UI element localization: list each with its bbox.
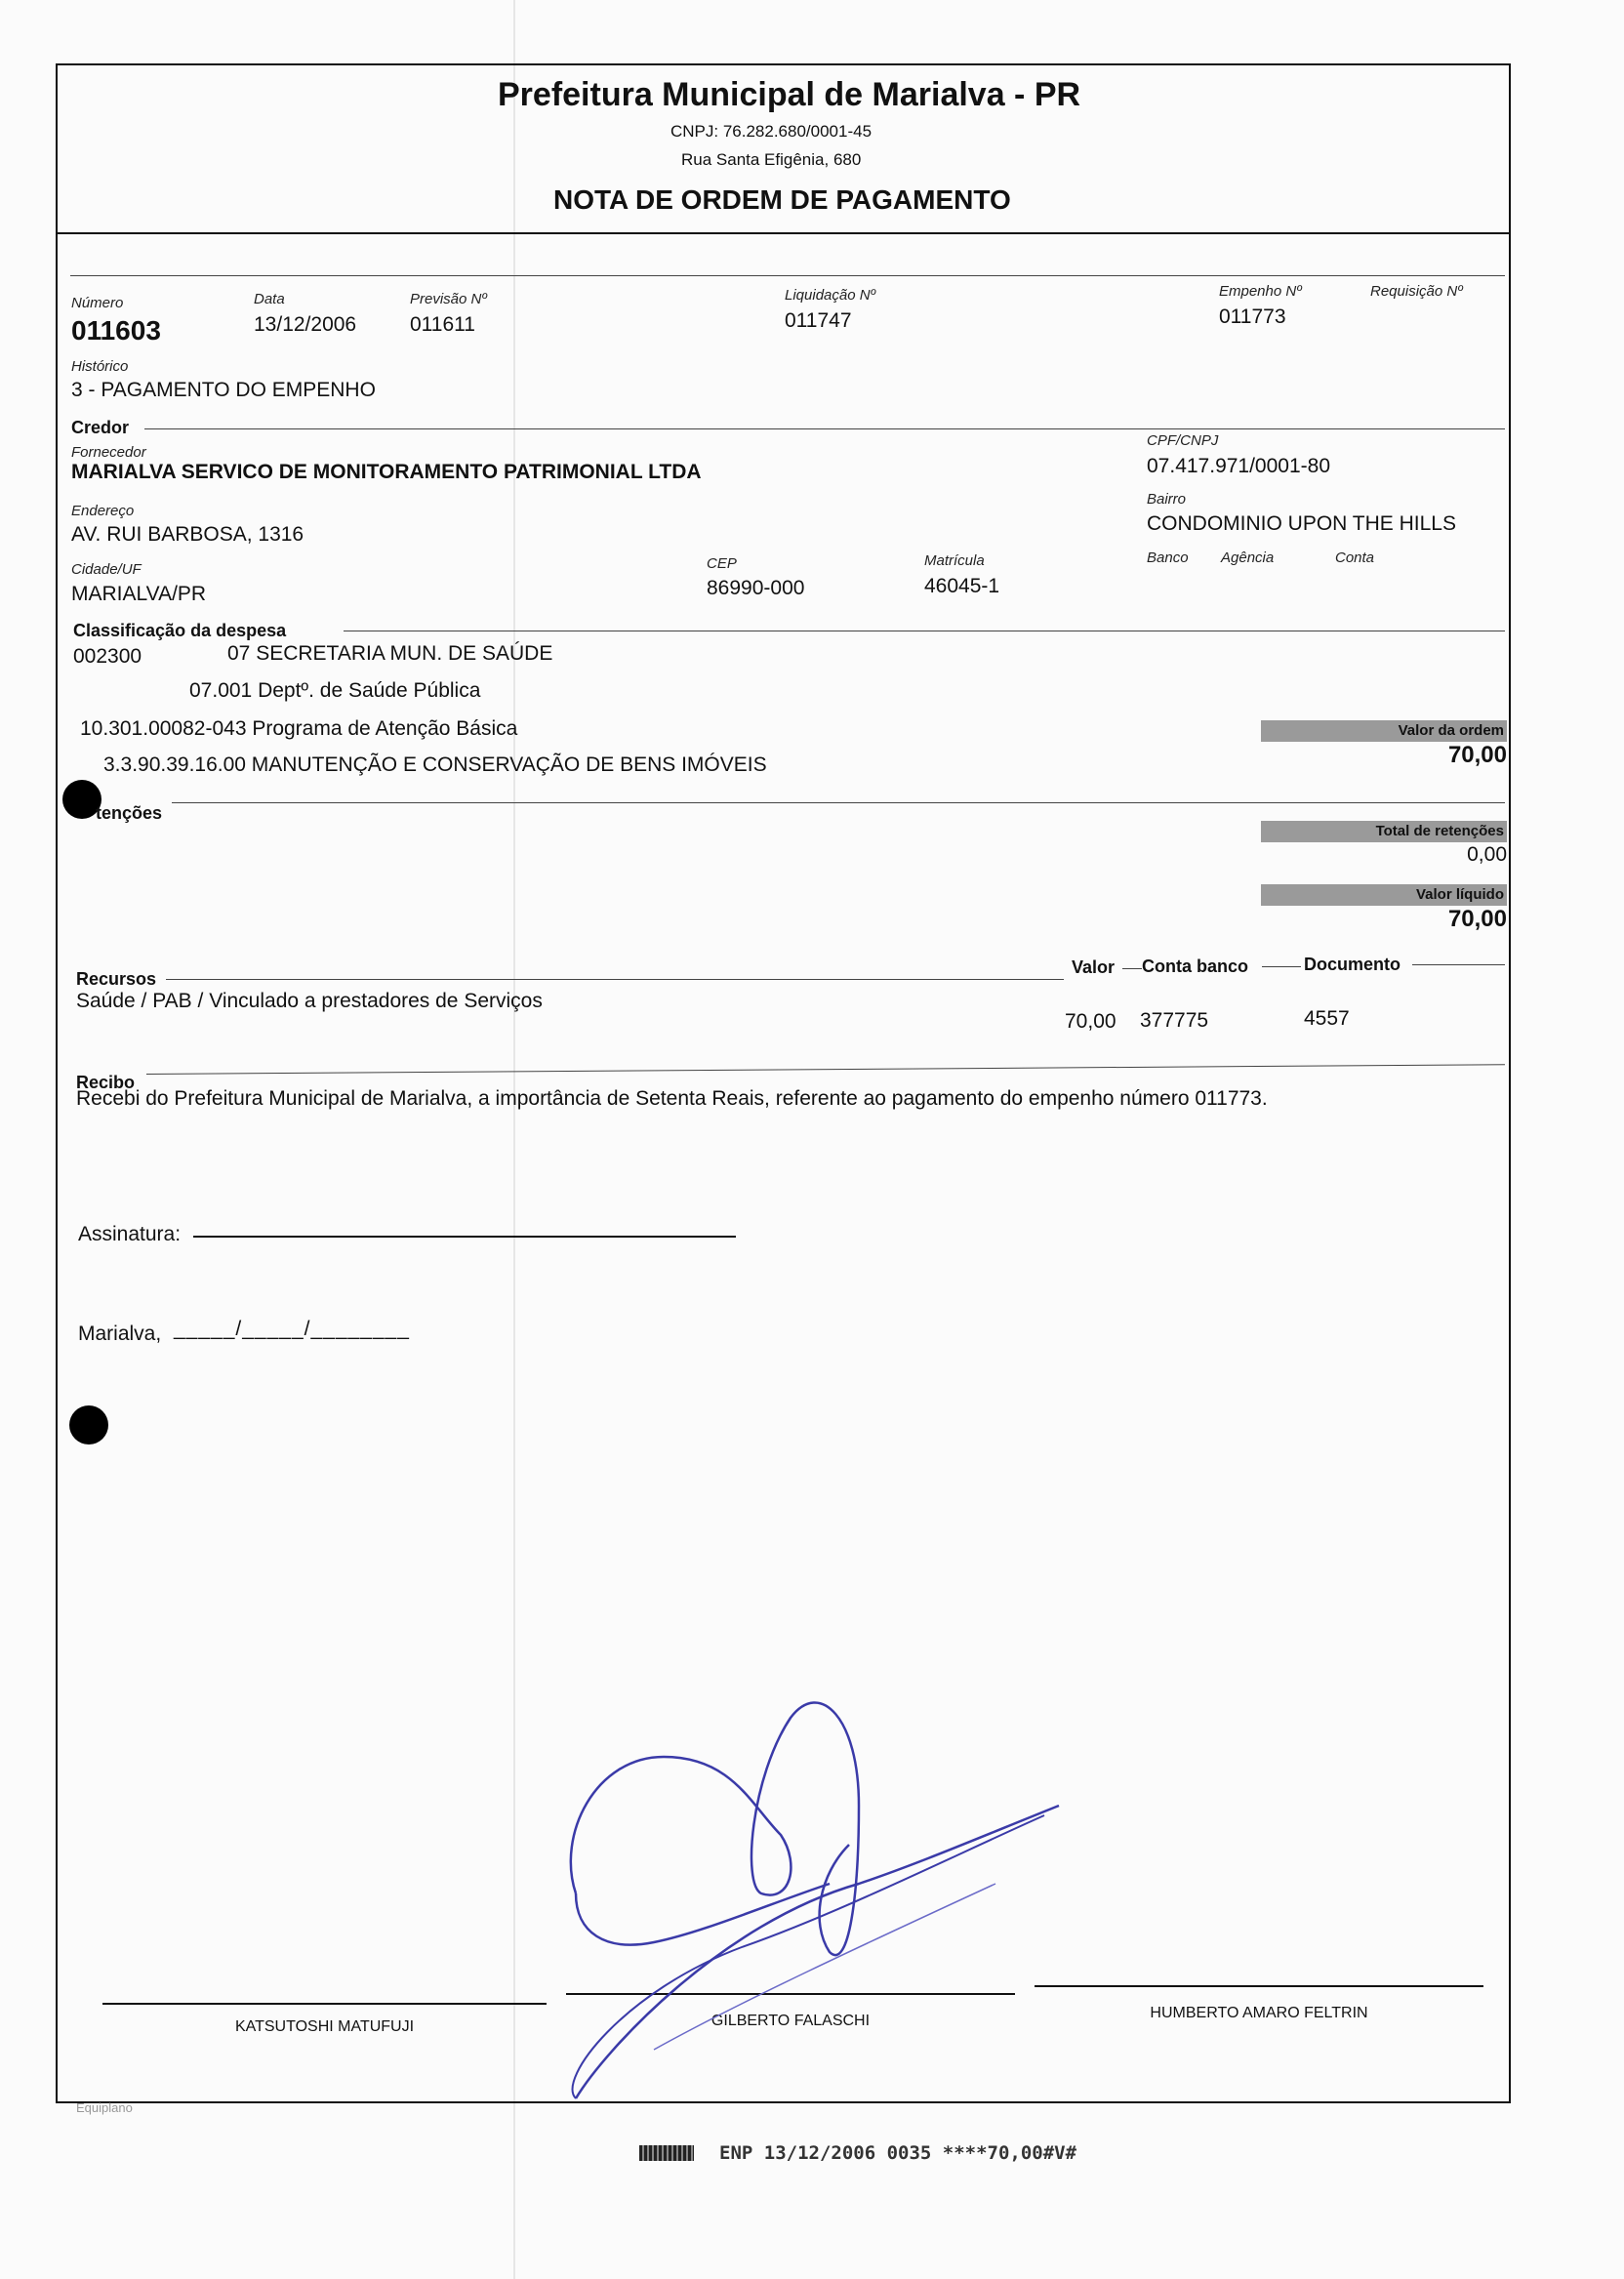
recursos-desc: Saúde / PAB / Vinculado a prestadores de Serviços [76,990,543,1012]
total-retencoes-value: 0,00 [1467,843,1507,866]
header-divider [56,232,1511,234]
classificacao-line3: 10.301.00082-043 Programa de Atenção Básica [80,717,518,740]
signature-line-1 [102,2003,547,2005]
valor-ordem-label: Valor da ordem [1261,720,1507,742]
signatory-1: KATSUTOSHI MATUFUJI [234,2018,415,2035]
bairro-value: CONDOMINIO UPON THE HILLS [1147,512,1456,535]
empenho-value: 011773 [1219,305,1286,328]
retencoes-section-title: tenções [96,803,163,823]
address-line: Rua Santa Efigênia, 680 [681,150,862,169]
signatory-2: GILBERTO FALASCHI [710,2013,871,2029]
page-title: Prefeitura Municipal de Marialva - PR [498,76,1081,113]
ids-divider [70,275,1505,276]
assinatura-label: Assinatura: [78,1223,182,1245]
classificacao-line2: 07.001 Deptº. de Saúde Pública [189,679,481,702]
historico-value: 3 - PAGAMENTO DO EMPENHO [71,379,376,401]
document-title: NOTA DE ORDEM DE PAGAMENTO [553,184,1011,215]
classificacao-section-title: Classificação da despesa [73,621,287,640]
recursos-divider-2 [1122,968,1142,969]
date-blank: _____/_____/________ [174,1318,410,1340]
matricula-label: Matrícula [924,552,985,569]
banco-label: Banco [1147,549,1189,566]
local-label: Marialva, [78,1323,162,1345]
cidade-value: MARIALVA/PR [71,583,207,605]
endereco-value: AV. RUI BARBOSA, 1316 [71,523,304,546]
credor-section-title: Credor [71,418,130,437]
fornecedor-label: Fornecedor [71,444,146,461]
recursos-valor-label: Valor [1072,957,1116,977]
recursos-divider-3 [1262,966,1301,967]
recibo-text: Recebi do Prefeitura Municipal de Marialva, a importância de Setenta Reais, referente ao pagamento do empenho número 011773. [76,1087,1268,1110]
endereco-label: Endereço [71,503,135,519]
empenho-label: Empenho Nº [1219,283,1302,300]
valor-ordem-value: 70,00 [1447,742,1507,768]
data-value: 13/12/2006 [254,313,357,336]
classificacao-code: 002300 [73,645,142,668]
stamp-barcode [639,2145,694,2161]
liquidacao-value: 011747 [785,309,852,332]
cpf-value: 07.417.971/0001-80 [1147,455,1331,477]
cpf-label: CPF/CNPJ [1147,432,1219,449]
recibo-section-title: Recibo [76,1073,136,1092]
classificacao-line4: 3.3.90.39.16.00 MANUTENÇÃO E CONSERVAÇÃO DE BENS IMÓVEIS [103,753,767,776]
requisicao-label: Requisição Nº [1370,283,1463,300]
recursos-section-title: Recursos [76,969,157,989]
data-label: Data [254,291,285,307]
recursos-documento: 4557 [1304,1007,1350,1030]
recursos-documento-label: Documento [1304,955,1401,974]
credor-divider [144,428,1505,429]
valor-liquido-label: Valor líquido [1261,884,1507,906]
previsao-value: 011611 [410,313,475,336]
retencoes-divider [172,802,1505,803]
brand-label: Equiplano [76,2100,133,2115]
agencia-label: Agência [1221,549,1275,566]
classificacao-line1: 07 SECRETARIA MUN. DE SAÚDE [227,642,553,665]
handwritten-signature [547,1679,1074,2108]
liquidacao-label: Liquidação Nº [785,287,876,304]
matricula-value: 46045-1 [924,575,1000,597]
recursos-divider-4 [1412,964,1505,965]
cep-value: 86990-000 [707,577,805,599]
numero-label: Número [71,295,124,311]
assinatura-line [193,1236,736,1238]
historico-label: Histórico [71,358,129,375]
previsao-label: Previsão Nº [410,291,487,307]
bairro-label: Bairro [1147,491,1187,508]
cidade-label: Cidade/UF [71,561,142,578]
recursos-divider [166,979,1064,980]
signatory-3: HUMBERTO AMARO FELTRIN [1150,2005,1368,2021]
fornecedor-value: MARIALVA SERVICO DE MONITORAMENTO PATRIMONIAL LTDA [71,461,702,483]
valor-liquido-value: 70,00 [1447,906,1507,932]
recursos-conta-label: Conta banco [1142,956,1249,976]
total-retencoes-label: Total de retenções [1261,821,1507,842]
conta-label: Conta [1335,549,1375,566]
punch-hole [69,1405,108,1445]
cnpj-line: CNPJ: 76.282.680/0001-45 [670,122,873,141]
recursos-valor: 70,00 [1065,1010,1116,1033]
numero-value: 011603 [71,315,161,346]
bank-stamp: ENP 13/12/2006 0035 ****70,00#V# [719,2142,1077,2164]
recursos-conta: 377775 [1140,1009,1209,1032]
cep-label: CEP [707,555,737,572]
signature-line-3 [1035,1985,1483,1987]
